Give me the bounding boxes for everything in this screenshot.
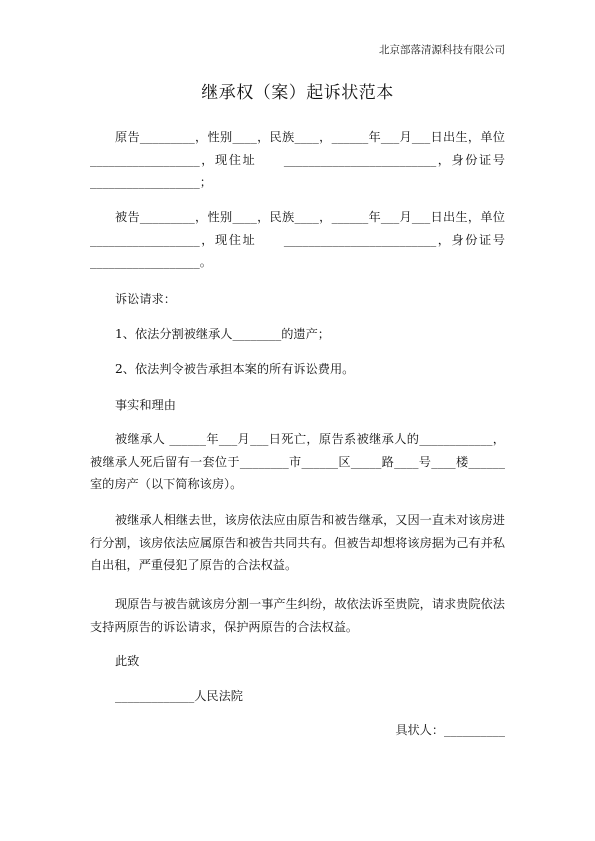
claim-item-1: 1、依法分割被继承人________的遗产； bbox=[115, 327, 330, 341]
plaintiff-info: 原告_________，性别____，民族____，______年___月___日出生，单位__________________，现住址 _________________________，身份证号__________________； bbox=[90, 130, 505, 189]
facts-paragraph-1: 被继承人 ______年___月___日死亡，原告系被继承人的____________，被继承人死后留有一套位于________市______区_____路____号____楼______室的房产（以下简称该房）。 bbox=[90, 432, 505, 491]
defendant-info: 被告_________，性别____，民族____，______年___月___日出生，单位__________________，现住址 _________________________，身份证号__________________。 bbox=[90, 210, 505, 269]
document-title: 继承权（案）起诉状范本 bbox=[201, 83, 394, 103]
company-header: 北京部落清源科技有限公司 bbox=[379, 44, 505, 56]
court-name: _____________人民法院 bbox=[115, 689, 243, 703]
claim-item-2: 2、依法判令被告承担本案的所有诉讼费用。 bbox=[115, 362, 355, 376]
claims-heading: 诉讼请求： bbox=[115, 292, 176, 306]
facts-paragraph-2: 被继承人相继去世，该房依法应由原告和被告继承，又因一直未对该房进行分割，该房依法应属原告和被告共同共有。但被告却想将该房据为己有并私自出租，严重侵犯了原告的合法权益。 bbox=[90, 513, 505, 572]
salutation: 此致 bbox=[115, 654, 140, 668]
facts-heading: 事实和理由 bbox=[115, 398, 176, 412]
signer-line: 具状人：__________ bbox=[395, 723, 505, 737]
facts-paragraph-3: 现原告与被告就该房分割一事产生纠纷，故依法诉至贵院，请求贵院依法支持两原告的诉讼请求，保护两原告的合法权益。 bbox=[90, 597, 505, 634]
